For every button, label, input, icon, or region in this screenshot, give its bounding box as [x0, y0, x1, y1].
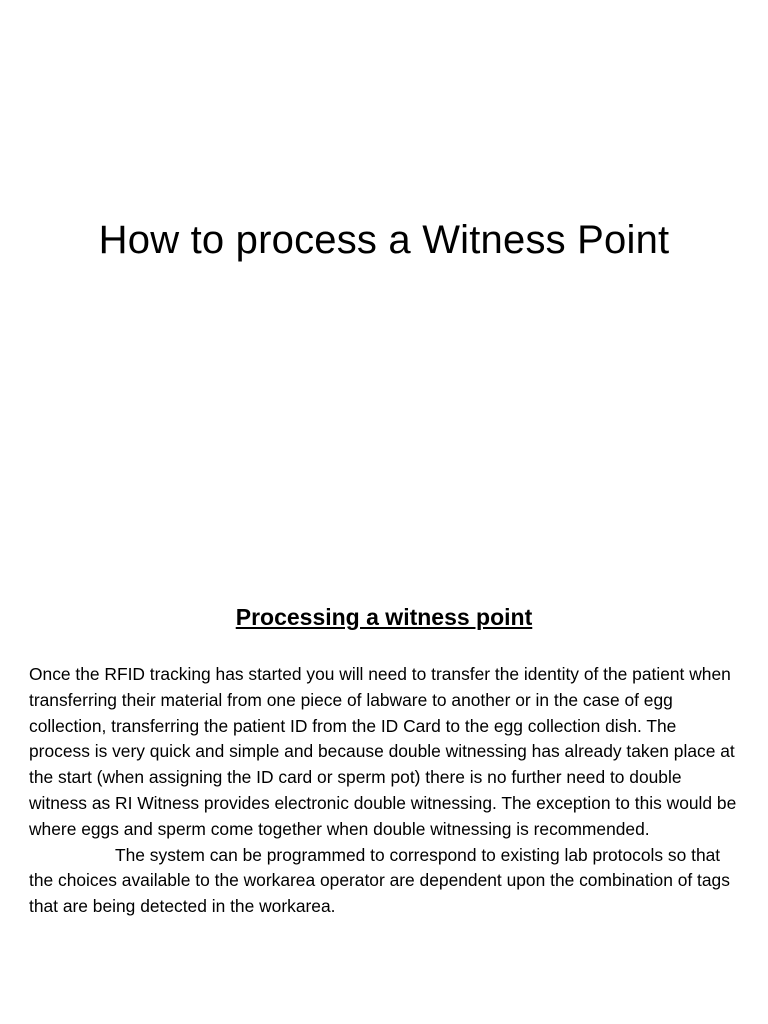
section-heading: Processing a witness point [235, 604, 533, 630]
body-text [29, 662, 741, 920]
page-title: How to process a Witness Point [98, 218, 670, 262]
paragraph-1: Once the RFID tracking has started you will need to transfer the identity of the patient when transferring their material from one piece of labware to another or in the case of egg collection, transferring the patient ID from the ID Card to the egg collection dish. The process is very quick and simple and because double witnessing has already taken place at the start (when assigning the ID card or sperm pot) there is no further need to double witness as RI Witness provides electronic double witnessing. The exception to this would be where eggs and sperm come together when double witnessing is recommended. [29, 664, 737, 839]
paragraph-2-wrapper [29, 843, 741, 920]
paragraph-2: The system can be programmed to correspond to existing lab protocols so that the choices available to the workarea operator are dependent upon the combination of tags that are being detected in the workarea. [29, 844, 730, 917]
